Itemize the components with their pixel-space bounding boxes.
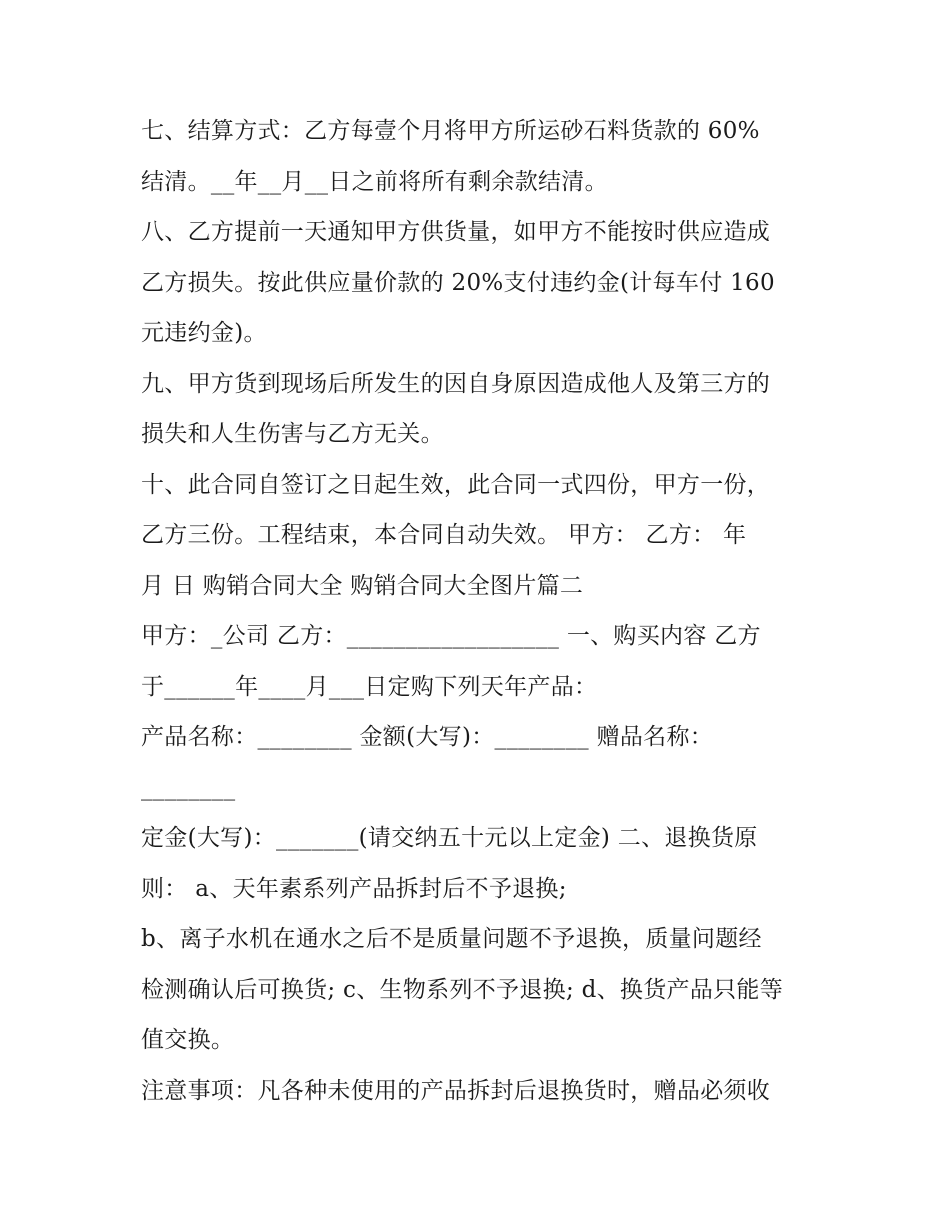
text-line-16: 则： a、天年素系列产品拆封后不予退换;: [141, 875, 567, 902]
text-line-1: 七、结算方式：乙方每壹个月将甲方所运砂石料货款的 60%: [141, 118, 760, 144]
text-line-9: 乙方三份。工程结束，本合同自动失效。 甲方： 乙方： 年: [141, 522, 747, 548]
text-line-10: 月 日 购销合同大全 购销合同大全图片篇二: [141, 572, 584, 599]
text-line-14: ________: [141, 774, 236, 801]
text-line-13: 产品名称：________ 金额(大写)：________ 赠品名称：: [141, 724, 714, 750]
text-line-2: 结清。__年__月__日之前将所有剩余款结清。: [141, 168, 608, 195]
text-line-12: 于______年____月___日定购下列天年产品：: [141, 673, 598, 700]
text-line-4: 乙方损失。按此供应量价款的 20%支付违约金(计每车付 160: [141, 269, 775, 296]
text-line-19: 值交换。: [141, 1027, 235, 1053]
text-line-20: 注意事项：凡各种未使用的产品拆封后退换货时，赠品必须收: [141, 1077, 771, 1104]
document-body: [141, 106, 831, 1116]
text-line-18: 检测确认后可换货; c、生物系列不予退换; d、换货产品只能等: [141, 976, 784, 1003]
text-line-8: 十、此合同自签订之日起生效，此合同一式四份，甲方一份，: [141, 471, 771, 498]
text-line-6: 九、甲方货到现场后所发生的因自身原因造成他人及第三方的: [141, 370, 771, 397]
text-line-11: 甲方：_公司 乙方：__________________ 一、购买内容 乙方: [141, 623, 761, 649]
text-line-3: 八、乙方提前一天通知甲方供货量，如甲方不能按时供应造成: [141, 219, 771, 245]
text-line-15: 定金(大写)：_______(请交纳五十元以上定金) 二、退换货原: [141, 825, 758, 851]
text-line-17: b、离子水机在通水之后不是质量问题不予退换，质量问题经: [141, 926, 762, 952]
text-line-5: 元违约金)。: [141, 320, 267, 346]
text-line-7: 损失和人生伤害与乙方无关。: [141, 421, 444, 447]
